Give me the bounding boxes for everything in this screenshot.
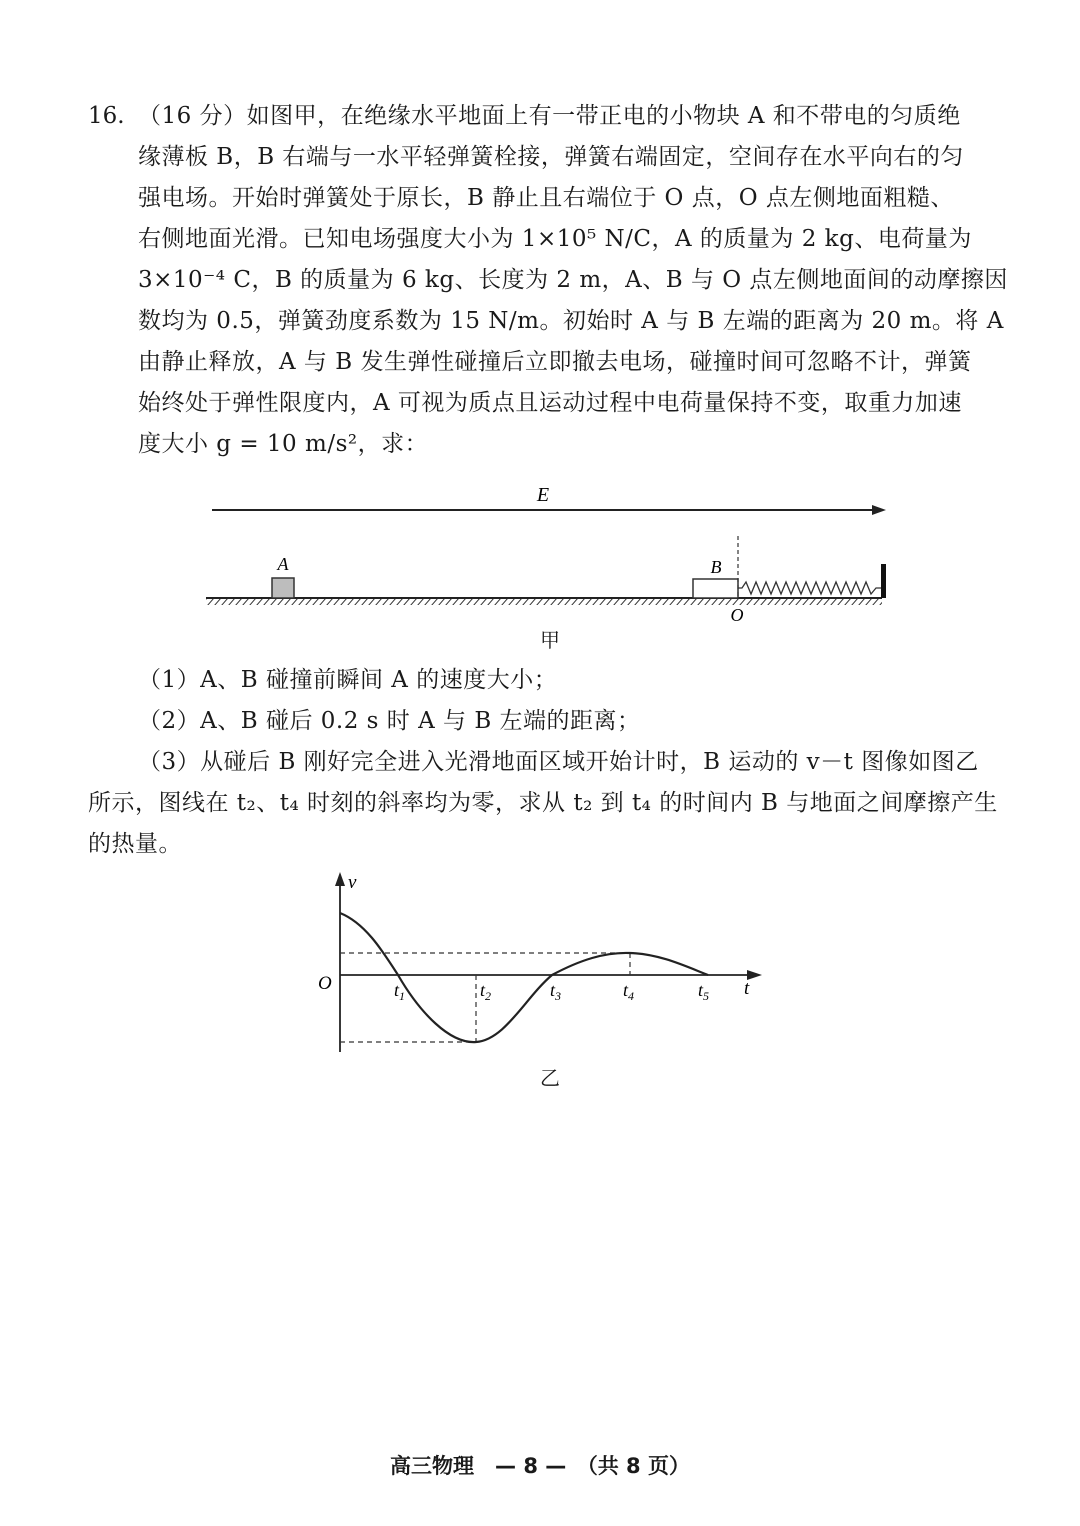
t2-label: $t_2$	[480, 980, 492, 1003]
question-number: 16.	[88, 103, 125, 129]
question-stem	[138, 96, 1008, 465]
stem-line: 3×10⁻⁴ C，B 的质量为 6 kg、长度为 2 m，A、B 与 O 点左侧地面间的动摩擦因	[138, 267, 1008, 293]
t4-label: $t_4$	[623, 980, 635, 1003]
ground-hatch	[206, 598, 882, 605]
sub-question-3-line: （3）从碰后 B 刚好完全进入光滑地面区域开始计时，B 运动的 v－t 图像如图乙	[138, 749, 979, 775]
sub-question-1: （1）A、B 碰撞前瞬间 A 的速度大小；	[138, 667, 558, 693]
page-footer: 高三物理 — 8 — （共 8 页）	[390, 1454, 690, 1478]
origin-label: O	[318, 973, 332, 994]
block-a-label: A	[277, 554, 289, 574]
stem-line: 强电场。开始时弹簧处于原长，B 静止且右端位于 O 点，O 点左侧地面粗糙、	[138, 185, 954, 211]
block-a	[272, 578, 294, 598]
figure-a-caption: 甲	[540, 628, 560, 652]
field-label: E	[536, 484, 550, 506]
board-b	[693, 579, 738, 598]
figure-b-caption: 乙	[540, 1066, 560, 1090]
t-axis-label: t	[744, 978, 750, 999]
stem-line: （16 分）如图甲，在绝缘水平地面上有一带正电的小物块 A 和不带电的匀质绝	[138, 103, 961, 129]
sub-question-3-line: 的热量。	[88, 831, 182, 857]
figure-b-vt-graph	[310, 868, 780, 1068]
vt-curve	[340, 913, 708, 1042]
stem-line: 右侧地面光滑。已知电场强度大小为 1×10⁵ N/C，A 的质量为 2 kg、电荷量为	[138, 226, 972, 252]
v-axis-arrow	[335, 872, 345, 886]
stem-line: 度大小 g = 10 m/s²，求：	[138, 431, 429, 457]
t5-label: $t_5$	[698, 980, 710, 1003]
wall	[881, 564, 886, 598]
field-arrow-head	[872, 505, 886, 515]
board-b-label: B	[710, 557, 722, 577]
sub-question-3-line: 所示，图线在 t₂、t₄ 时刻的斜率均为零，求从 t₂ 到 t₄ 的时间内 B 与地面之间摩擦产生	[88, 790, 998, 816]
sub-question-2: （2）A、B 碰后 0.2 s 时 A 与 B 左端的距离；	[138, 708, 641, 734]
v-axis-label: v	[348, 872, 357, 893]
point-o-label: O	[730, 605, 744, 625]
stem-line: 始终处于弹性限度内，A 可视为质点且运动过程中电荷量保持不变，取重力加速	[138, 390, 962, 416]
spring	[738, 582, 881, 594]
stem-line: 由静止释放，A 与 B 发生弹性碰撞后立即撤去电场，碰撞时间可忽略不计，弹簧	[138, 349, 972, 375]
stem-line: 数均为 0.5，弹簧劲度系数为 15 N/m。初始时 A 与 B 左端的距离为 20 m。将 A	[138, 308, 1004, 334]
t3-label: $t_3$	[550, 980, 562, 1003]
t1-label: $t_1$	[394, 980, 406, 1003]
sub-question-3	[88, 742, 998, 865]
stem-line: 缘薄板 B，B 右端与一水平轻弹簧栓接，弹簧右端固定，空间存在水平向右的匀	[138, 144, 964, 170]
